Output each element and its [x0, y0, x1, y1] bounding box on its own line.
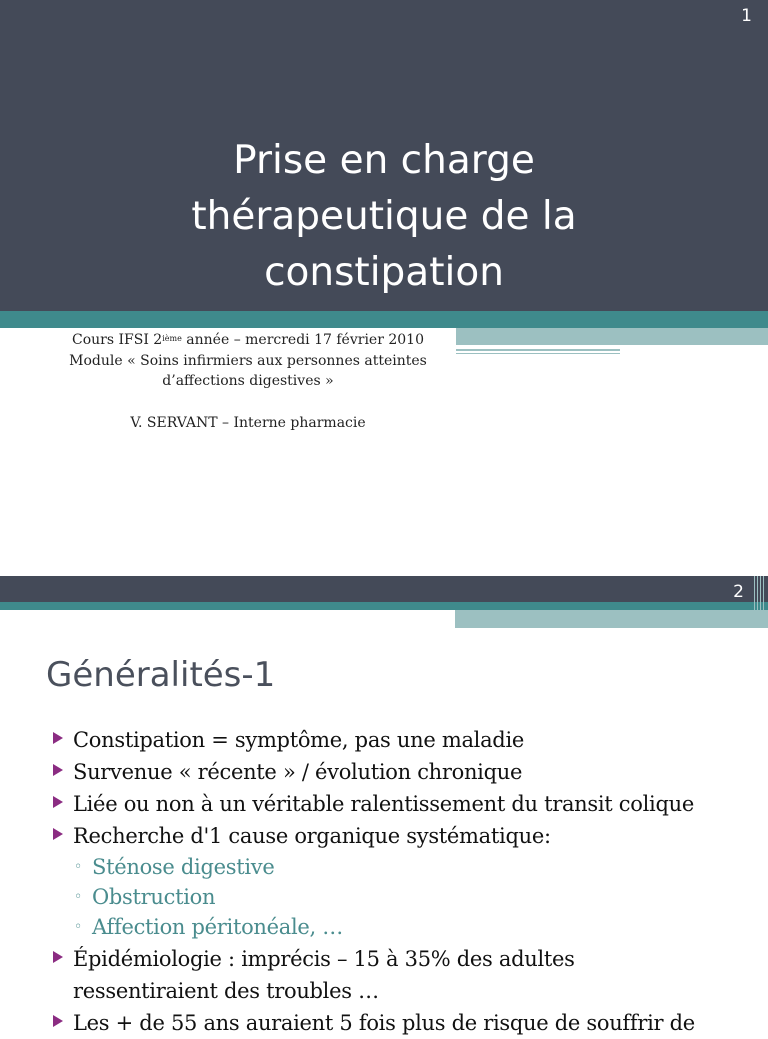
slide-title: [84, 133, 684, 301]
list-item: Liée ou non à un véritable ralentissement du transit colique: [52, 788, 752, 820]
triangle-bullet-icon: [53, 732, 63, 744]
header-band: [0, 576, 768, 602]
teal-stripe: [0, 311, 768, 328]
slide-gap: [0, 563, 768, 576]
list-item: Survenue « récente » / évolution chronique: [52, 756, 752, 788]
bullet-list: [52, 724, 752, 1039]
ring-bullet-icon: ◦: [74, 859, 82, 875]
author-line: V. SERVANT – Interne pharmacie: [130, 415, 366, 431]
list-item: Recherche d'1 cause organique systématique:: [52, 820, 752, 852]
slide-title: Généralités-1: [46, 655, 276, 695]
triangle-bullet-icon: [53, 764, 63, 776]
title-line: Prise en charge: [233, 138, 535, 183]
module-line: d’affections digestives »: [162, 373, 334, 389]
ring-bullet-icon: ◦: [74, 889, 82, 905]
title-line: thérapeutique de la: [191, 194, 577, 239]
list-item: Épidémiologie : imprécis – 15 à 35% des adultes ressentiraient des troubles …: [52, 943, 752, 1007]
slide-number: 1: [741, 6, 752, 26]
sub-list-item: ◦ Obstruction: [52, 882, 752, 912]
course-line: Cours IFSI 2ième année – mercredi 17 février 2010: [72, 332, 424, 348]
list-item: Constipation = symptôme, pas une maladie: [52, 724, 752, 756]
teal-stripe: [0, 602, 768, 610]
corner-lines: [754, 576, 766, 610]
light-teal-stripe: [456, 328, 768, 345]
module-line: Module « Soins infirmiers aux personnes atteintes: [69, 353, 427, 369]
triangle-bullet-icon: [53, 951, 63, 963]
ring-bullet-icon: ◦: [74, 919, 82, 935]
slide-number: 2: [733, 582, 744, 602]
sub-list-item: ◦ Affection péritonéale, …: [52, 912, 752, 942]
title-line: constipation: [264, 250, 504, 295]
list-item: Les + de 55 ans auraient 5 fois plus de risque de souffrir de: [52, 1007, 752, 1039]
triangle-bullet-icon: [53, 796, 63, 808]
triangle-bullet-icon: [53, 1015, 63, 1027]
triangle-bullet-icon: [53, 828, 63, 840]
sub-list-item: ◦ Sténose digestive: [52, 852, 752, 882]
light-teal-stripe: [455, 610, 768, 628]
